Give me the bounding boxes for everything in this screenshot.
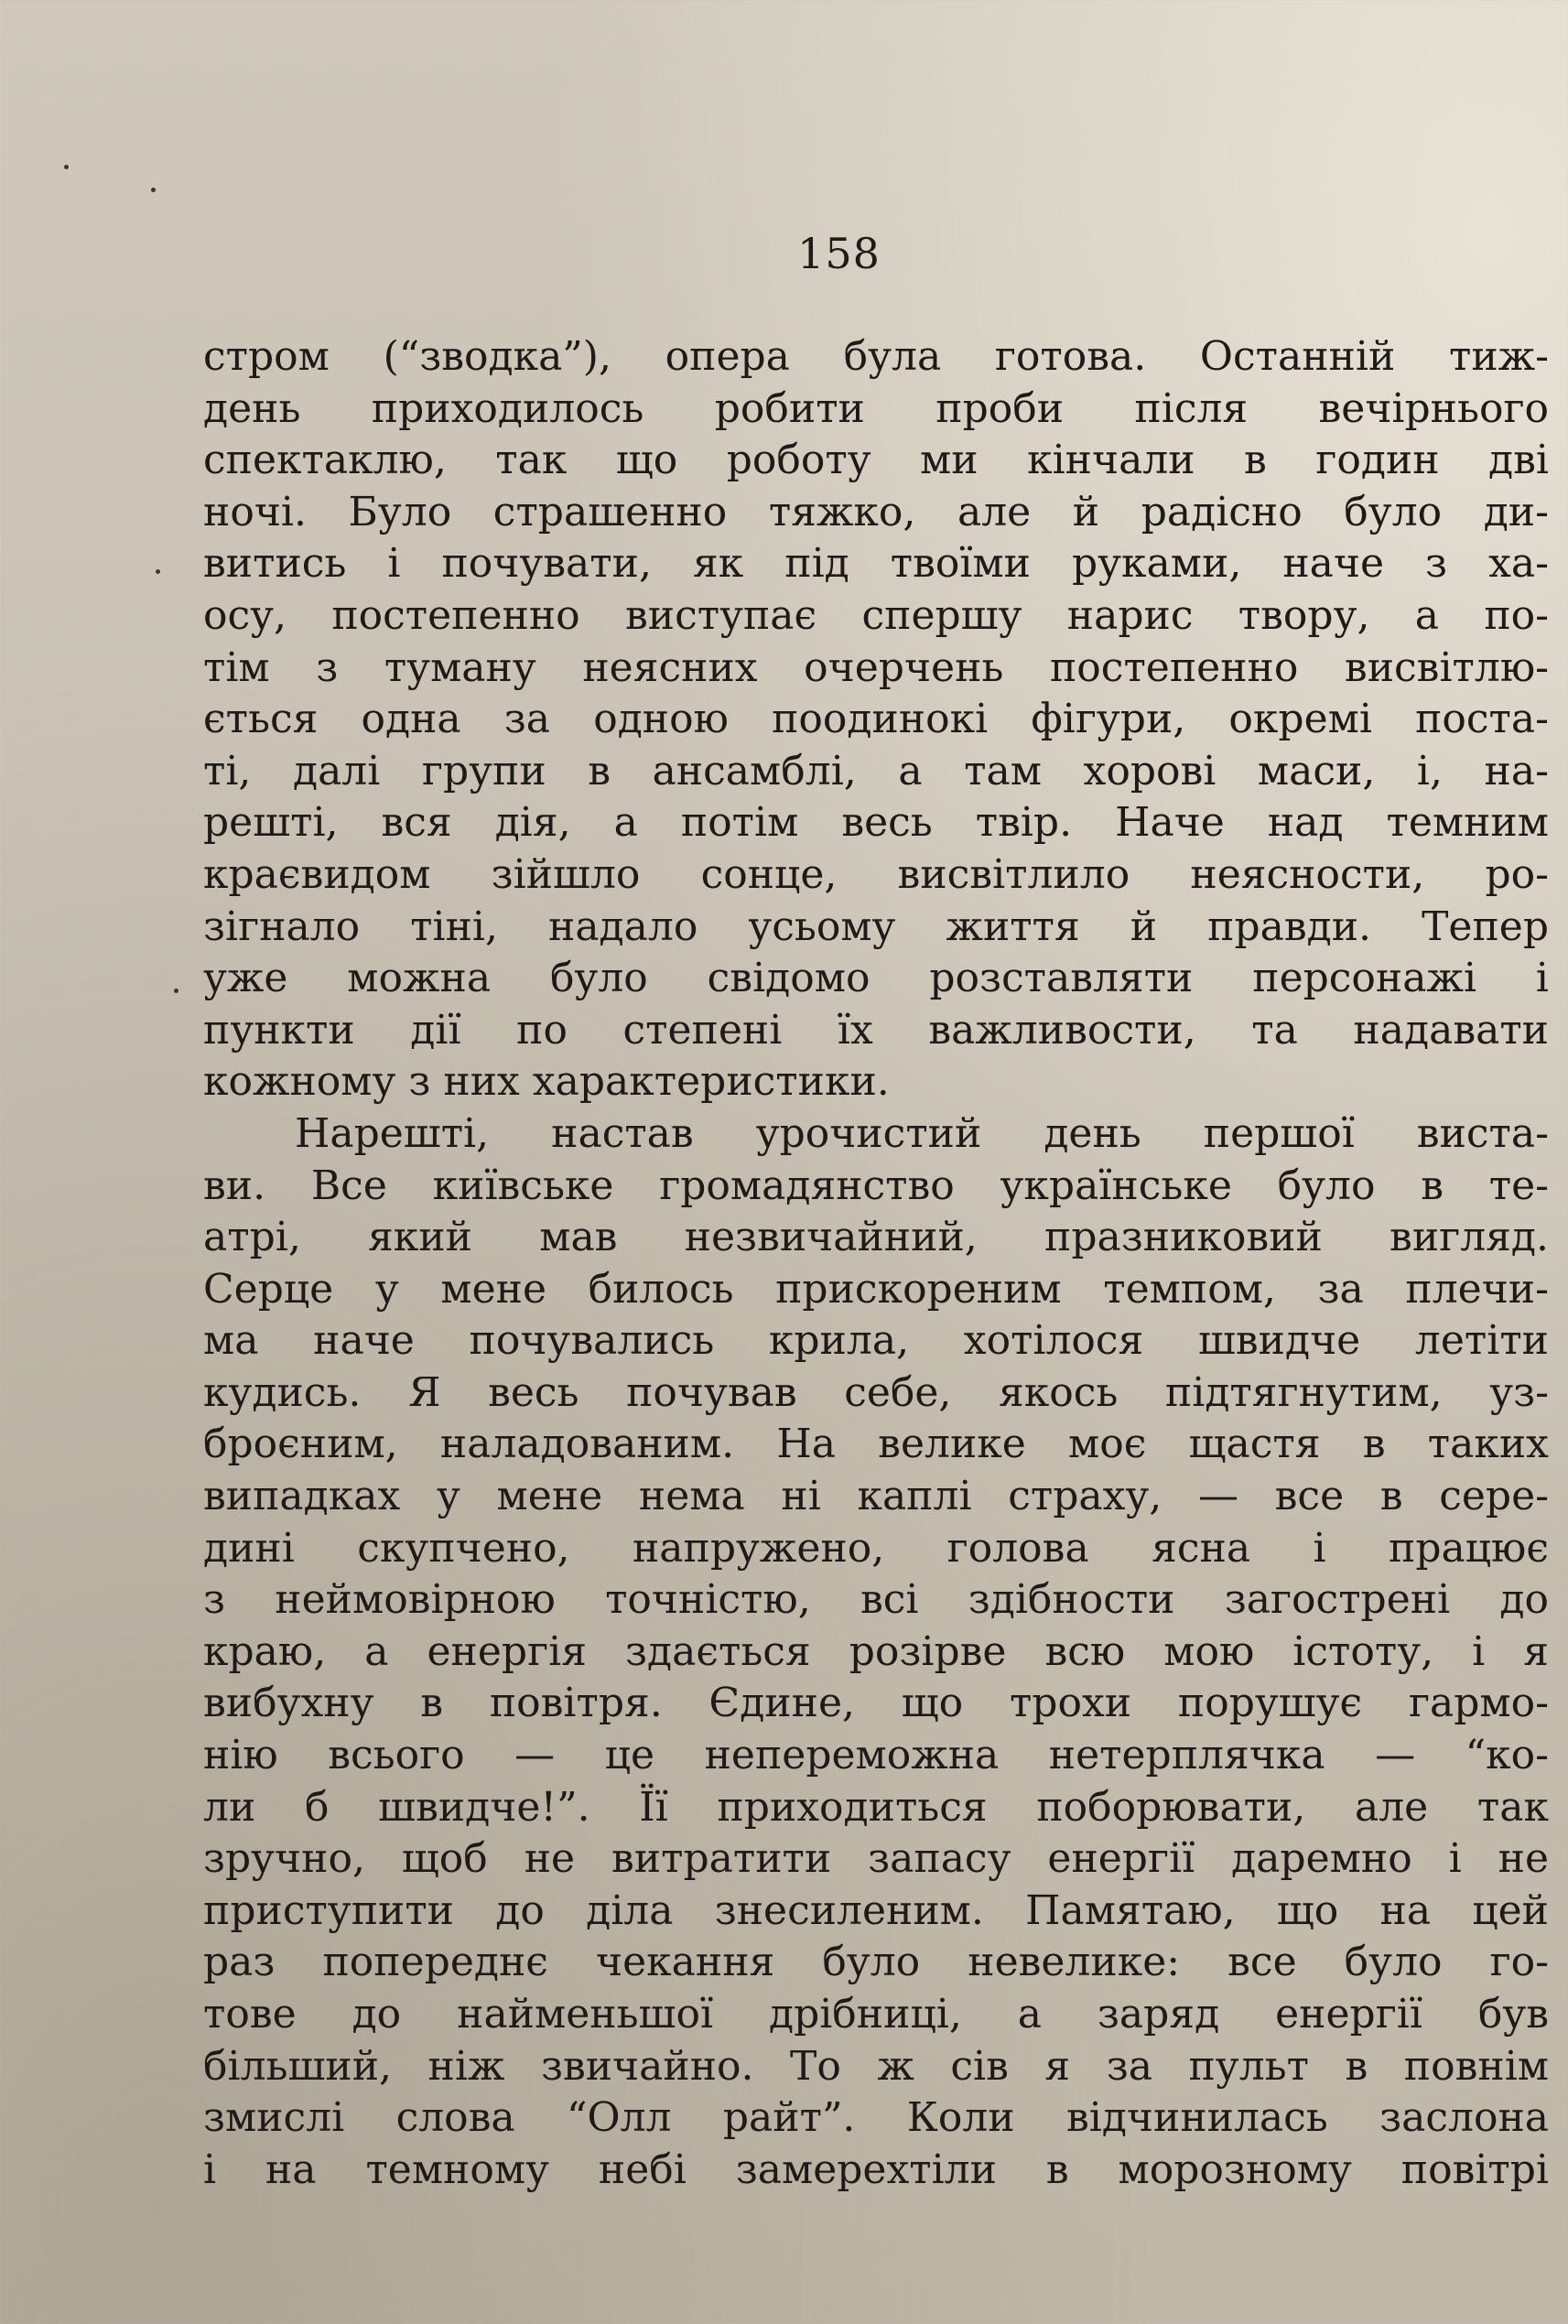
paragraph-1 (203, 331, 1549, 1108)
text-line: броєним, наладованим. На велике моє щастя в таких (203, 1421, 1549, 1468)
text-line: уже можна було свідомо розставляти персонажі і (203, 955, 1549, 1002)
text-line: тім з туману неясних очерчень постепенно висвітлю- (203, 643, 1549, 691)
text-line: Нарешті, настав урочистий день першої виста- (295, 1109, 1549, 1157)
text-line: осу, постепенно виступає спершу нарис твору, а по- (203, 591, 1549, 639)
text-line: стром (“зводка”), опера була готова. Останній тиж- (203, 333, 1549, 380)
text-line: зручно, щоб не витратити запасу енергії даремно і не (203, 1835, 1549, 1883)
text-line: вибухну в повітря. Єдине, що трохи порушує гармо- (203, 1680, 1549, 1727)
text-line: ночі. Було страшенно тяжко, але й радісно було ди- (203, 488, 1549, 535)
text-line: спектаклю, так що роботу ми кінчали в годин дві (203, 437, 1549, 484)
text-line: кожному з них характеристики. (203, 1058, 890, 1106)
text-line: витись і почувати, як під твоїми руками, наче з ха- (203, 540, 1549, 588)
paper-speck (174, 989, 178, 993)
text-line: Серце у мене билось прискореним темпом, за плечи- (203, 1265, 1549, 1313)
text-line: краю, а енергія здається розірве всю мою істоту, і я (203, 1627, 1549, 1675)
text-line: з неймовірною точністю, всі здібности загострені до (203, 1576, 1549, 1624)
text-line: ма наче почувались крила, хотілося швидче летіти (203, 1317, 1549, 1365)
paper-speck (156, 569, 160, 574)
text-line: краєвидом зійшло сонце, висвітлило неясности, ро- (203, 850, 1549, 898)
text-line: дині скупчено, напружено, голова ясна і працює (203, 1524, 1549, 1572)
text-line: атрі, який мав незвичайний, празниковий вигляд. (203, 1214, 1549, 1261)
text-line: випадках у мене нема ні каплі страху, — все в сере- (203, 1473, 1549, 1520)
text-line: і на темному небі замерехтіли в морозному повітрі (203, 2146, 1549, 2193)
body-text (203, 331, 1549, 2196)
page-number: 158 (797, 229, 881, 278)
text-line: ті, далі групи в ансамблі, а там хорові маси, і, на- (203, 747, 1549, 794)
text-line: нію всього — це непереможна нетерплячка — “ко- (203, 1732, 1549, 1779)
text-line: змислі слова “Олл райт”. Коли відчинилась заслона (203, 2094, 1549, 2142)
text-line: решті, вся дія, а потім весь твір. Наче над темним (203, 799, 1549, 847)
text-line: пункти дії по степені їх важливости, та надавати (203, 1006, 1549, 1054)
paragraph-2 (203, 1108, 1549, 2196)
text-line: день приходилось робити проби після вечірнього (203, 384, 1549, 432)
text-line: ви. Все київське громадянство українське було в те- (203, 1162, 1549, 1209)
text-line: ється одна за одною поодинокі фігури, окремі поста- (203, 696, 1549, 743)
text-line: зігнало тіні, надало усьому життя й правди. Тепер (203, 903, 1549, 950)
paper-speck (64, 165, 69, 169)
text-line: кудись. Я весь почував себе, якось підтягнутим, уз- (203, 1368, 1549, 1416)
paper-speck (151, 188, 156, 192)
text-line: ли б швидче!”. Її приходиться поборювати, але так (203, 1783, 1549, 1831)
text-line: більший, ніж звичайно. То ж сів я за пульт в повнім (203, 2042, 1549, 2090)
text-line: раз попереднє чекання було невелике: все було го- (203, 1939, 1549, 1986)
text-line: приступити до діла знесиленим. Памятаю, що на цей (203, 1886, 1549, 1934)
text-line: тове до найменьшої дрібниці, а заряд енергії був (203, 1991, 1549, 2038)
